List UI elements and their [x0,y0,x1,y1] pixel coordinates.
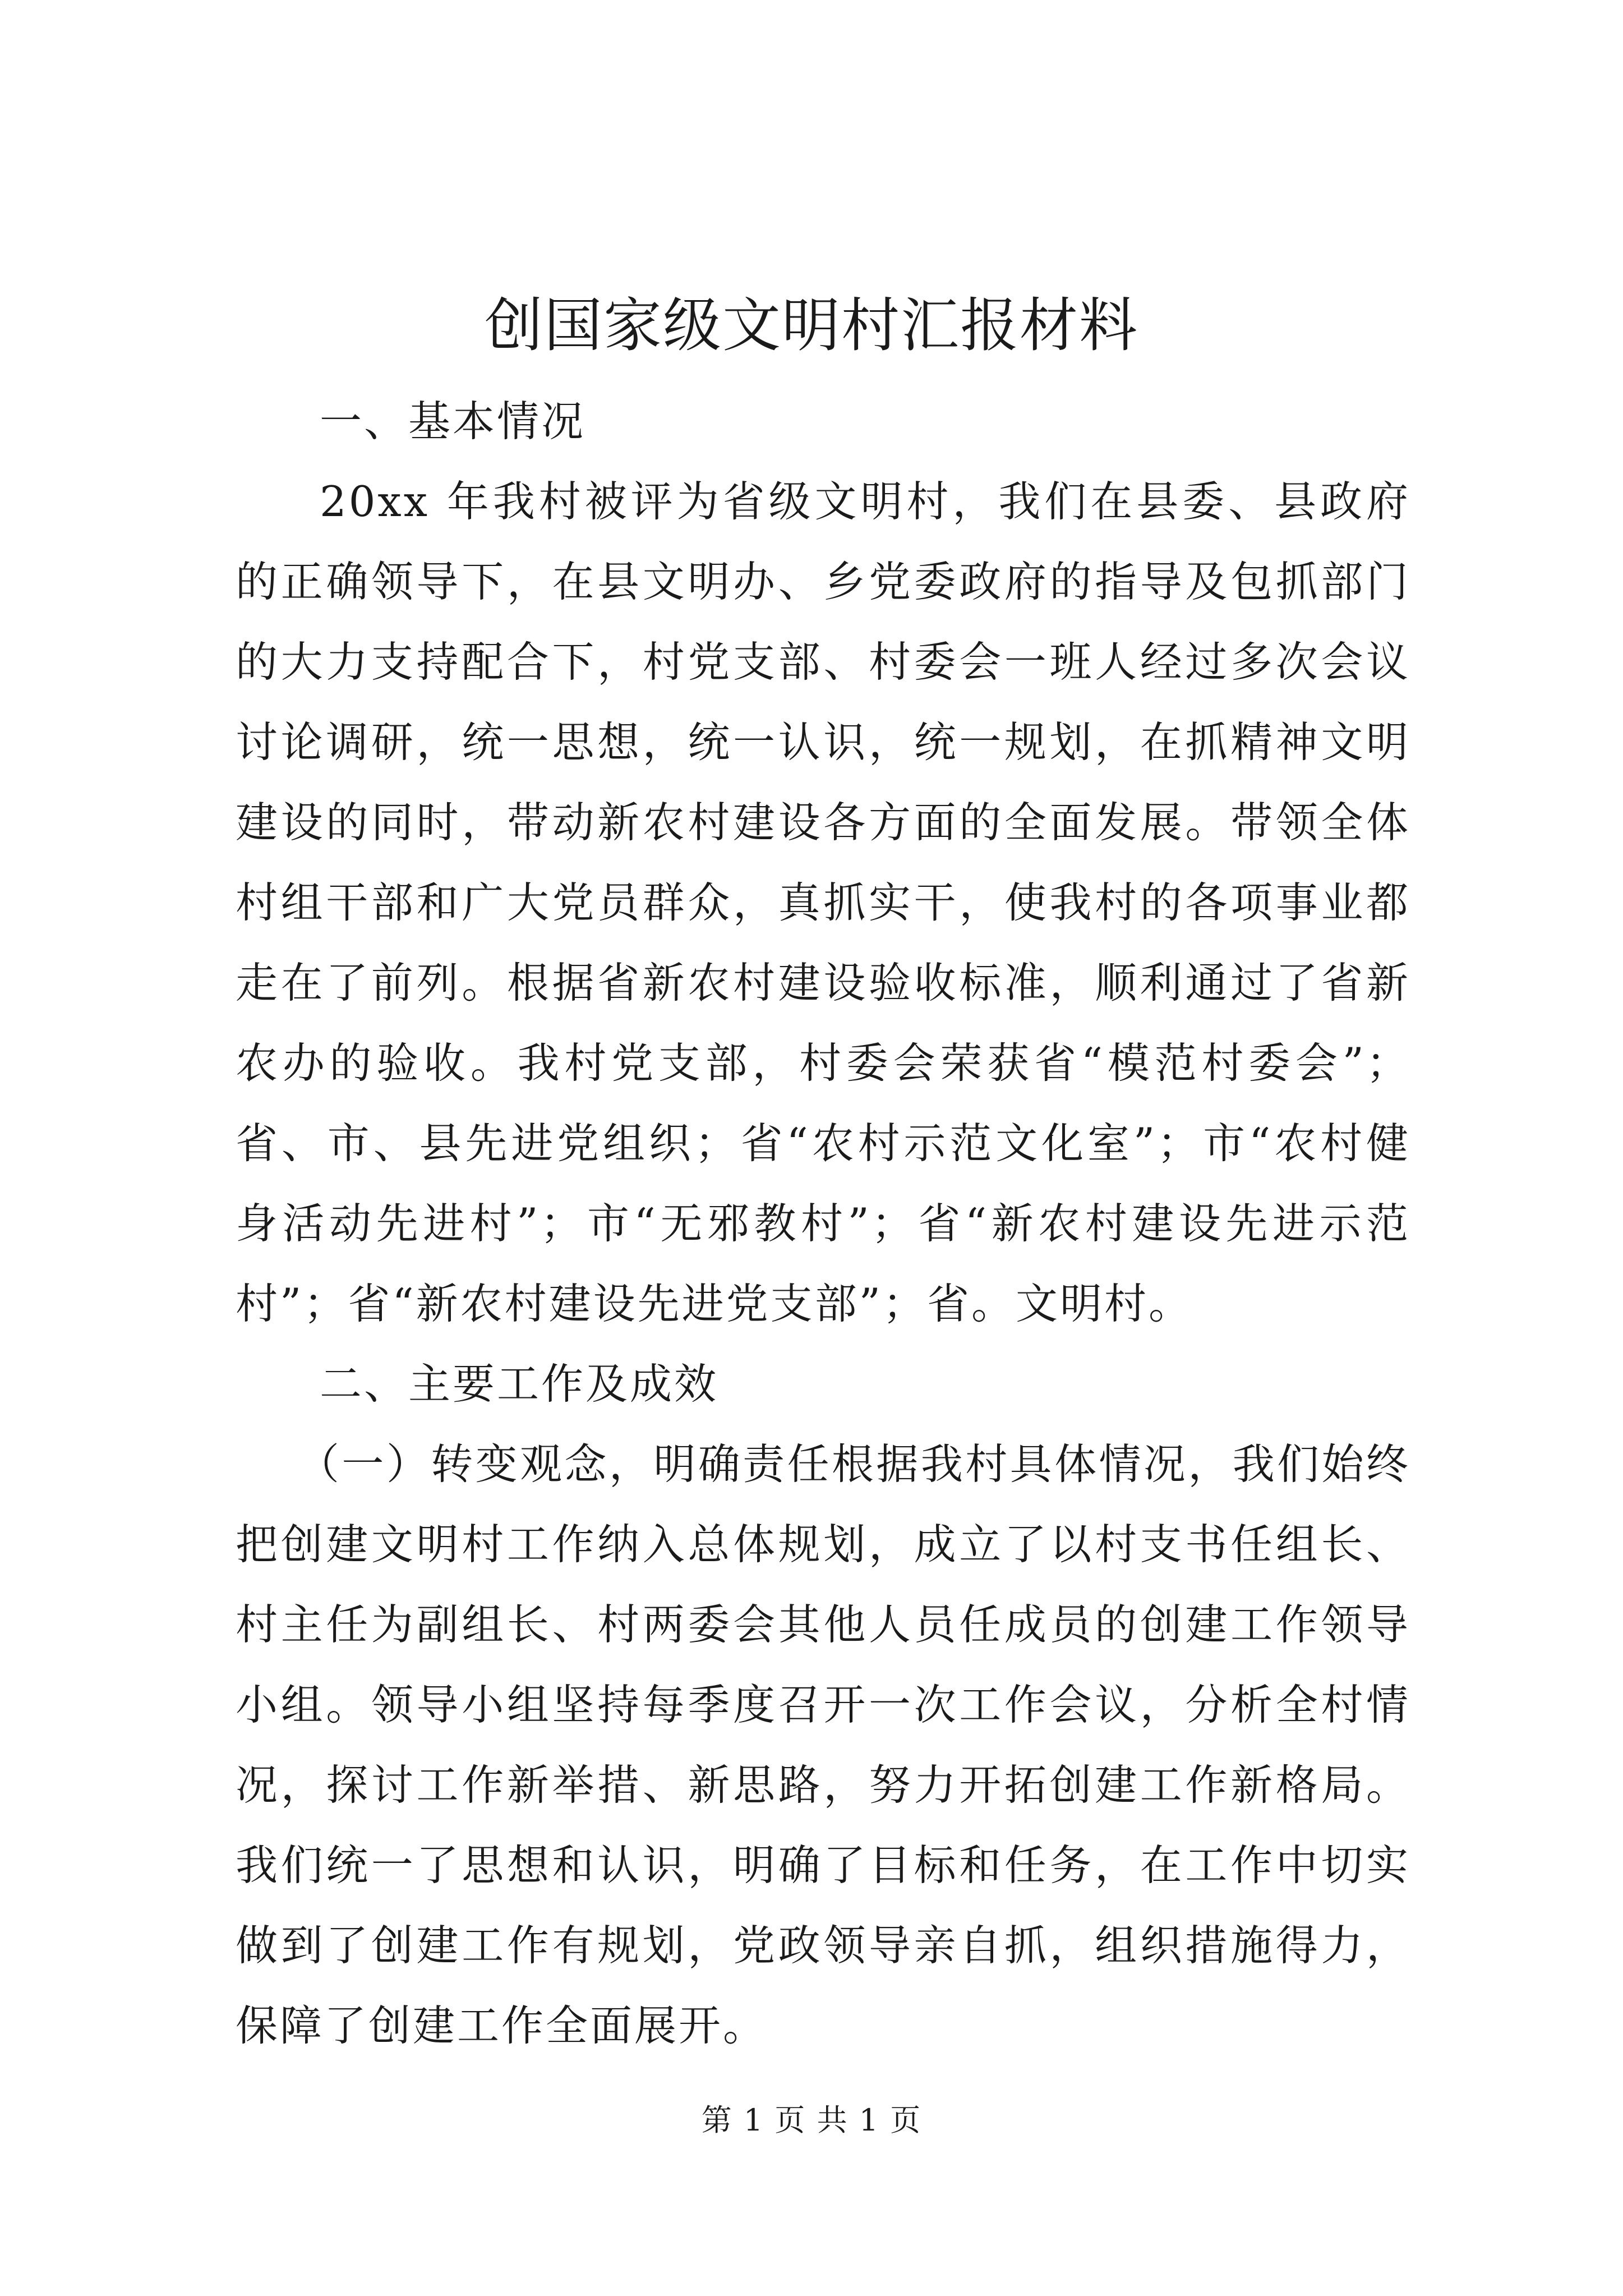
section-heading-basic-situation: 一、基本情况 [320,397,586,446]
section-heading-main-work: 二、主要工作及成效 [320,1359,719,1409]
document-body [236,381,1410,2066]
paragraph-main-work: （一）转变观念，明确责任根据我村具体情况，我们始终把创建文明村工作纳入总体规划，成立了以村支书任组长、村主任为副组长、村两委会其他人员任成员的创建工作领导小组。领导小组坚持每季度召开一次工作会议，分析全村情况，探讨工作新举措、新思路，努力开拓创建工作新格局。我们统一了思想和认识，明确了目标和任务，在工作中切实做到了创建工作有规划，党政领导亲自抓，组织措施得力，保障了创建工作全面展开。 [236,1439,1410,2050]
document-title: 创国家级文明村汇报材料 [484,291,1138,360]
page-footer: 第 1 页 共 1 页 [701,2102,922,2138]
paragraph-basic-situation: 20xx 年我村被评为省级文明村，我们在县委、县政府的正确领导下，在县文明办、乡党委政府的指导及包抓部门的大力支持配合下，村党支部、村委会一班人经过多次会议讨论调研，统一思想，统一认识，统一规划，在抓精神文明建设的同时，带动新农村建设各方面的全面发展。带领全体村组干部和广大党员群众，真抓实干，使我村的各项事业都走在了前列。根据省新农村建设验收标准，顺利通过了省新农办的验收。我村党支部，村委会荣获省“模范村委会”；省、市、县先进党组织；省“农村示范文化室”；市“农村健身活动先进村”；市“无邪教村”；省“新农村建设先进示范村”；省“新农村建设先进党支部”；省。文明村。 [236,477,1410,1328]
